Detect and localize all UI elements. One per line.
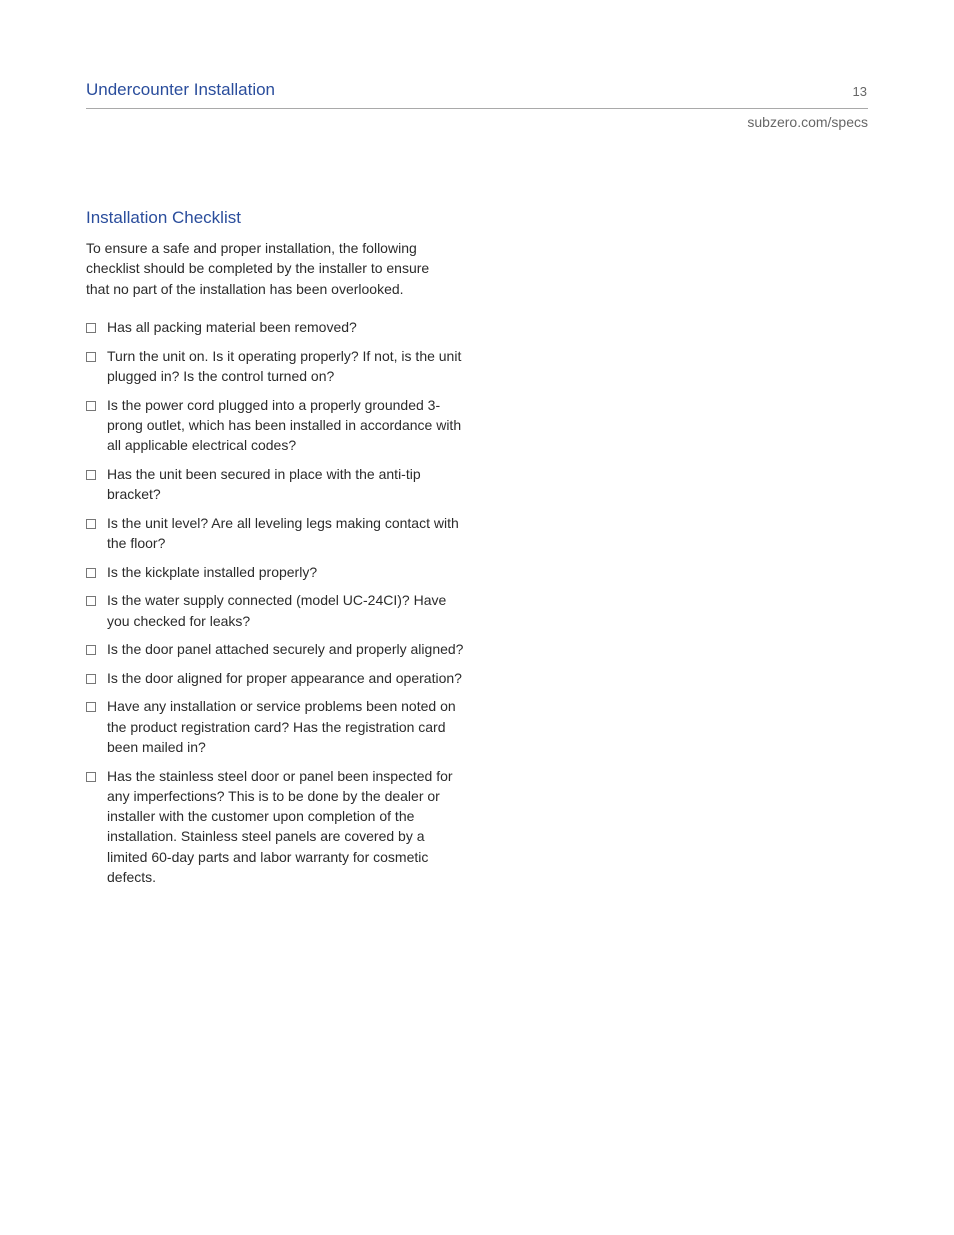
checkbox-icon[interactable]: [86, 596, 96, 606]
checkbox-icon[interactable]: [86, 772, 96, 782]
page-number: 13: [852, 84, 867, 99]
checkbox-icon[interactable]: [86, 568, 96, 578]
checklist-item-text: Has all packing material been removed?: [107, 319, 357, 336]
checklist-item-text: Has the unit been secured in place with the anti-tip bracket?: [107, 465, 421, 503]
checklist-item-text: Is the kickplate installed properly?: [107, 563, 318, 580]
installation-checklist: [86, 317, 464, 887]
checklist-item-text: Is the power cord plugged into a properly grounded 3-prong outlet, which has been installed in accordance with all applicable electrical codes?: [107, 396, 462, 454]
checkbox-icon[interactable]: [86, 702, 96, 712]
checklist-item-text: Turn the unit on. Is it operating properly? If not, is the unit plugged in? Is the control turned on?: [107, 347, 462, 385]
intro-paragraph: To ensure a safe and proper installation, the following checklist should be completed by the installer to ensure that no part of the installation has been overlooked.: [86, 240, 430, 297]
checkbox-icon[interactable]: [86, 323, 96, 333]
main-content: [86, 207, 466, 896]
checklist-item: [86, 513, 464, 554]
checklist-item-text: Is the unit level? Are all leveling legs making contact with the floor?: [107, 514, 459, 552]
checklist-item-text: Have any installation or service problems been noted on the product registration card? Has the registration card been mailed in?: [107, 698, 456, 755]
checklist-item: [86, 590, 464, 631]
header-divider: [86, 108, 868, 109]
section-title: Installation Checklist: [86, 208, 241, 227]
checkbox-icon[interactable]: [86, 470, 96, 480]
checklist-item: [86, 562, 464, 582]
checklist-item: [86, 464, 464, 505]
checklist-item: [86, 346, 464, 387]
site-url: subzero.com/specs: [747, 114, 868, 130]
checkbox-icon[interactable]: [86, 352, 96, 362]
checklist-item: [86, 395, 464, 456]
header-title: Undercounter Installation: [86, 80, 276, 99]
checklist-item: [86, 317, 464, 337]
checklist-item: [86, 639, 464, 659]
checklist-item-text: Is the door aligned for proper appearance and operation?: [107, 669, 462, 686]
checklist-item-text: Is the door panel attached securely and properly aligned?: [107, 641, 464, 658]
checkbox-icon[interactable]: [86, 519, 96, 529]
checkbox-icon[interactable]: [86, 645, 96, 655]
checklist-item-text: Is the water supply connected (model UC-24CI)? Have you checked for leaks?: [107, 592, 447, 629]
checklist-item-text: Has the stainless steel door or panel been inspected for any imperfections? This is to be done by the dealer or installer with the customer upon completion of the installation. Stainless steel panels are covered by a limited 60-day parts and labor warranty for cosmetic defects.: [107, 767, 453, 886]
checklist-item: [86, 696, 464, 757]
checkbox-icon[interactable]: [86, 401, 96, 411]
checklist-item: [86, 668, 464, 688]
checklist-item: [86, 766, 464, 888]
checkbox-icon[interactable]: [86, 674, 96, 684]
